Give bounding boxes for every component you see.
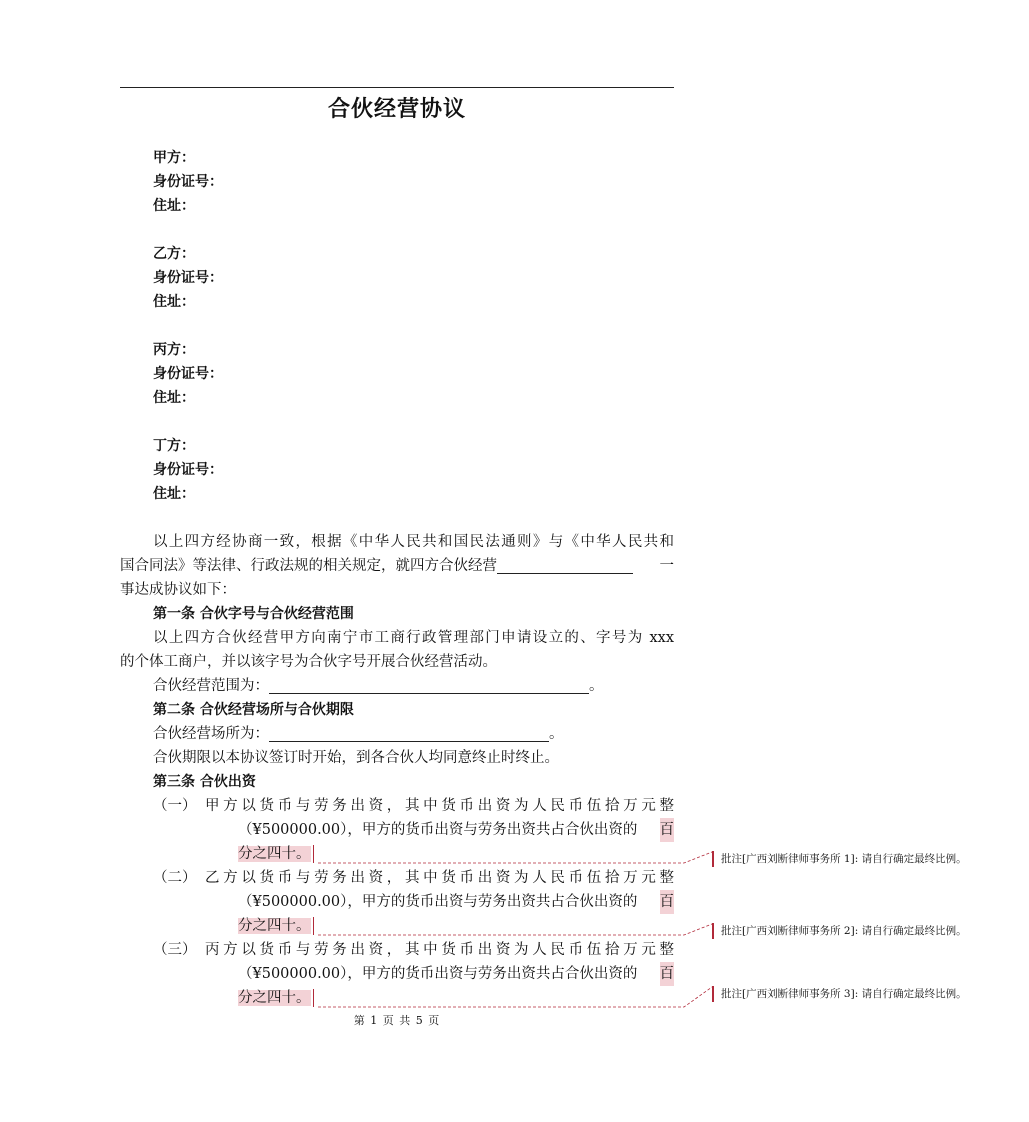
item-3-highlight-end[interactable]: 分之四十。 <box>238 990 311 1006</box>
item-3-line-2-text: （¥500000.00），甲方的货币出资与劳务出资共占合伙出资的 <box>238 966 638 982</box>
item-1-highlight-end[interactable]: 分之四十。 <box>238 846 311 862</box>
page-top-rule <box>120 87 674 88</box>
item-2-line-1: 乙方以货币与劳务出资，其中货币出资为人民币伍拾万元整 <box>205 870 674 886</box>
item-3-line-1: 丙方以货币与劳务出资，其中货币出资为人民币伍拾万元整 <box>205 942 674 958</box>
term-line: 合伙期限以本协议签订时开始，到各合伙人均同意终止时终止。 <box>153 750 559 766</box>
intro-line-2-end: 一 <box>659 558 674 574</box>
comment-balloon-1[interactable]: 批注[广西刘断律师事务所 1]: 请自行确定最终比例。 <box>712 851 967 867</box>
article-1-para-line-2: 的个体工商户，并以该字号为合伙字号开展合伙经营活动。 <box>120 654 497 670</box>
party-a-id-label: 身份证号： <box>153 174 223 190</box>
place-line <box>153 722 564 746</box>
intro-line-3: 事达成协议如下： <box>120 582 236 598</box>
page-footer: 第 1 页 共 5 页 <box>353 1014 441 1027</box>
item-3-line-3 <box>238 986 314 1010</box>
item-3-line-2 <box>238 962 674 986</box>
item-1-highlight-start[interactable]: 百 <box>660 818 675 842</box>
intro-line-2 <box>120 554 674 578</box>
item-3-number: （三） <box>153 942 197 958</box>
comment-connector-3 <box>318 987 712 1007</box>
place-label: 合伙经营场所为： <box>153 726 269 742</box>
party-a-name-label: 甲方： <box>153 150 195 166</box>
party-a-addr-label: 住址： <box>153 198 195 214</box>
comment-connector-2 <box>318 924 712 935</box>
item-1-line-2-text: （¥500000.00），甲方的货币出资与劳务出资共占合伙出资的 <box>238 822 638 838</box>
comment-anchor-1 <box>313 845 314 863</box>
scope-blank-field[interactable] <box>269 679 589 694</box>
comment-connector-1 <box>318 852 712 863</box>
item-1-line-1: 甲方以货币与劳务出资，其中货币出资为人民币伍拾万元整 <box>205 798 674 814</box>
scope-label: 合伙经营范围为： <box>153 678 269 694</box>
document-title: 合伙经营协议 <box>327 97 466 122</box>
party-b-addr-label: 住址： <box>153 294 195 310</box>
scope-line <box>153 674 604 698</box>
item-1-line-3 <box>238 842 314 866</box>
scope-end: 。 <box>589 678 604 694</box>
article-3-heading: 第三条 合伙出资 <box>153 774 256 790</box>
place-end: 。 <box>549 726 564 742</box>
item-2-highlight-start[interactable]: 百 <box>660 890 675 914</box>
item-2-line-3 <box>238 914 314 938</box>
comment-anchor-3 <box>313 989 314 1007</box>
party-c-addr-label: 住址： <box>153 390 195 406</box>
comment-balloon-2[interactable]: 批注[广西刘断律师事务所 2]: 请自行确定最终比例。 <box>712 923 967 939</box>
item-1-line-2 <box>238 818 674 842</box>
party-d-id-label: 身份证号： <box>153 462 223 478</box>
article-1-para-line-1: 以上四方合伙经营甲方向南宁市工商行政管理部门申请设立的、字号为 xxx <box>153 630 674 646</box>
place-blank-field[interactable] <box>269 727 549 742</box>
comment-balloon-3[interactable]: 批注[广西刘断律师事务所 3]: 请自行确定最终比例。 <box>712 986 967 1002</box>
item-2-line-2 <box>238 890 674 914</box>
intro-line-2-text: 国合同法》等法律、行政法规的相关规定，就四方合伙经营 <box>120 558 497 574</box>
party-c-id-label: 身份证号： <box>153 366 223 382</box>
item-2-highlight-end[interactable]: 分之四十。 <box>238 918 311 934</box>
business-blank-field[interactable] <box>497 559 633 574</box>
party-b-name-label: 乙方： <box>153 246 195 262</box>
article-1-heading: 第一条 合伙字号与合伙经营范围 <box>153 606 354 622</box>
comment-anchor-2 <box>313 917 314 935</box>
intro-line-1: 以上四方经协商一致，根据《中华人民共和国民法通则》与《中华人民共和 <box>153 534 674 550</box>
article-2-heading: 第二条 合伙经营场所与合伙期限 <box>153 702 354 718</box>
party-c-name-label: 丙方： <box>153 342 195 358</box>
item-3-highlight-start[interactable]: 百 <box>660 962 675 986</box>
party-b-id-label: 身份证号： <box>153 270 223 286</box>
item-2-number: （二） <box>153 870 197 886</box>
party-d-addr-label: 住址： <box>153 486 195 502</box>
item-1-number: （一） <box>153 798 197 814</box>
party-d-name-label: 丁方： <box>153 438 195 454</box>
item-2-line-2-text: （¥500000.00），甲方的货币出资与劳务出资共占合伙出资的 <box>238 894 638 910</box>
